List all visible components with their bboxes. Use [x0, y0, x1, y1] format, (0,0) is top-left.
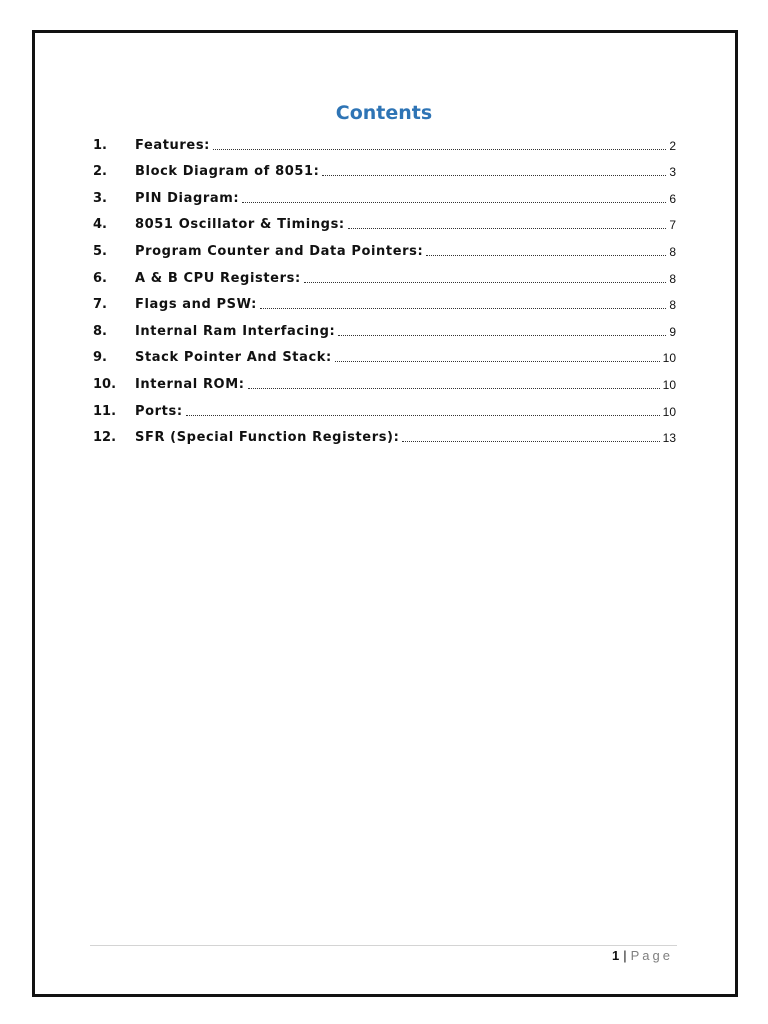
toc-entry[interactable]: [93, 290, 676, 317]
toc-label: Flags and PSW:: [135, 297, 257, 313]
toc-entry[interactable]: [93, 130, 676, 157]
toc-number: 1.: [93, 137, 107, 153]
toc-page-number: 6: [669, 191, 676, 206]
toc-number: 5.: [93, 243, 107, 259]
toc-entry[interactable]: [93, 263, 676, 290]
toc-page-number: 2: [669, 138, 676, 153]
toc-leader-dots: [260, 307, 666, 309]
page-footer: [612, 948, 673, 963]
toc-leader-dots: [402, 440, 659, 442]
toc-number: 11.: [93, 403, 117, 419]
toc-page-number: 7: [669, 218, 676, 233]
toc-entry[interactable]: [93, 210, 676, 237]
toc-leader-dots: [322, 174, 666, 176]
table-of-contents: [93, 130, 676, 449]
toc-page-number: 10: [662, 351, 676, 366]
toc-page-number: 10: [662, 377, 676, 392]
toc-number: 7.: [93, 297, 107, 313]
toc-label: Features:: [135, 137, 210, 153]
toc-label: PIN Diagram:: [135, 190, 240, 206]
toc-leader-dots: [338, 334, 666, 336]
toc-leader-dots: [248, 387, 660, 389]
toc-entry[interactable]: [93, 423, 676, 450]
toc-label: Stack Pointer And Stack:: [135, 350, 332, 366]
toc-leader-dots: [304, 281, 667, 283]
toc-page-number: 8: [669, 271, 676, 286]
toc-number: 10.: [93, 376, 117, 392]
footer-page-word: Page: [630, 948, 673, 963]
footer-page-number: 1: [612, 948, 620, 963]
toc-entry[interactable]: [93, 343, 676, 370]
toc-entry[interactable]: [93, 183, 676, 210]
toc-label: Internal ROM:: [135, 376, 245, 392]
footer-divider: [90, 945, 677, 946]
toc-entry[interactable]: [93, 369, 676, 396]
toc-entry[interactable]: [93, 157, 676, 184]
toc-leader-dots: [213, 148, 666, 150]
contents-title: Contents: [335, 102, 433, 124]
toc-page-number: 8: [669, 244, 676, 259]
toc-leader-dots: [335, 360, 660, 362]
toc-page-number: 10: [662, 404, 676, 419]
toc-label: Ports:: [135, 403, 183, 419]
toc-page-number: 3: [669, 165, 676, 180]
toc-number: 9.: [93, 350, 107, 366]
toc-leader-dots: [242, 201, 666, 203]
toc-label: SFR (Special Function Registers):: [135, 430, 400, 446]
toc-page-number: 13: [662, 431, 676, 446]
toc-label: Program Counter and Data Pointers:: [135, 243, 424, 259]
toc-entry[interactable]: [93, 316, 676, 343]
toc-leader-dots: [348, 227, 667, 229]
toc-leader-dots: [186, 414, 660, 416]
toc-entry[interactable]: [93, 236, 676, 263]
toc-leader-dots: [426, 254, 666, 256]
toc-page-number: 9: [669, 324, 676, 339]
toc-number: 6.: [93, 270, 107, 286]
toc-number: 12.: [93, 430, 117, 446]
toc-number: 4.: [93, 217, 107, 233]
toc-number: 2.: [93, 164, 107, 180]
toc-entry[interactable]: [93, 396, 676, 423]
toc-number: 3.: [93, 190, 107, 206]
toc-label: 8051 Oscillator & Timings:: [135, 217, 345, 233]
toc-label: A & B CPU Registers:: [135, 270, 301, 286]
toc-number: 8.: [93, 323, 107, 339]
toc-page-number: 8: [669, 298, 676, 313]
toc-label: Internal Ram Interfacing:: [135, 323, 336, 339]
toc-label: Block Diagram of 8051:: [135, 164, 320, 180]
footer-separator: |: [623, 948, 627, 963]
